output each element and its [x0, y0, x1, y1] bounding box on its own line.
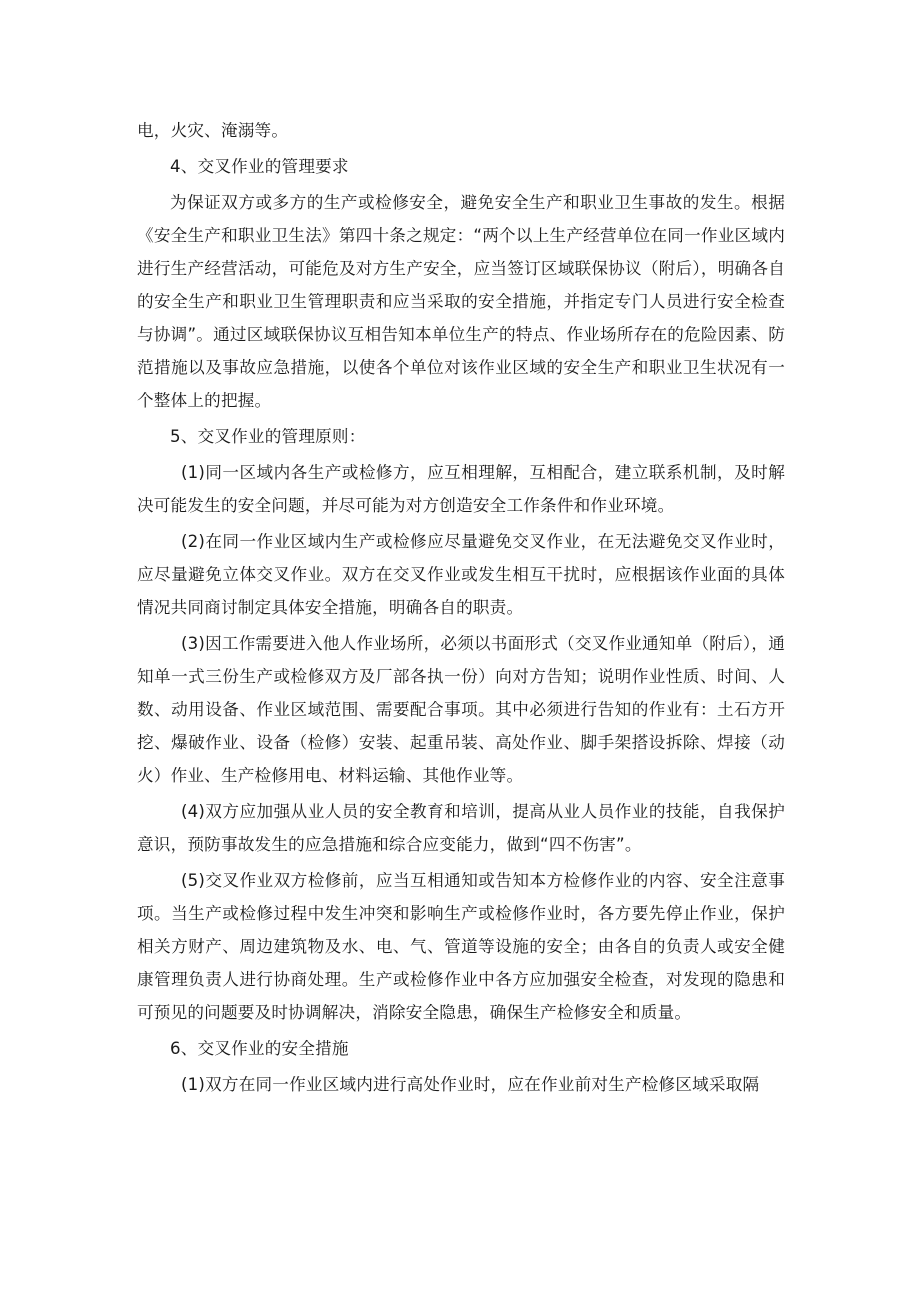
list-item-measure-1: (1)双方在同一作业区域内进行高处作业时，应在作业前对生产检修区域采取隔: [181, 1075, 760, 1094]
list-item-principle-5: (5)交叉作业双方检修前，应当互相通知或告知本方检修作业的内容、安全注意事项。当生产或检修过程中发生冲突和影响生产或检修作业时，各方要先停止作业，保护相关方财产、周边建筑物及水、电、气、管道等设施的安全；由各自的负责人或安全健康管理负责人进行协商处理。生产或检修作业中各方应加强安全检查，对发现的隐患和可预见的问题要及时协调解决，消除安全隐患，确保生产检修安全和质量。: [137, 871, 785, 1022]
section-heading-5: 5、交叉作业的管理原则：: [170, 427, 366, 446]
list-item-principle-2: (2)在同一作业区域内生产或检修应尽量避免交叉作业，在无法避免交叉作业时，应尽量避免立体交叉作业。双方在交叉作业或发生相互干扰时，应根据该作业面的具体情况共同商讨制定具体安全措施，明确各自的职责。: [137, 532, 785, 617]
list-item-principle-3: (3)因工作需要进入他人作业场所，必须以书面形式（交叉作业通知单（附后），通知单一式三份生产或检修双方及厂部各执一份）向对方告知；说明作业性质、时间、人数、动用设备、作业区域范围、需要配合事项。其中必须进行告知的作业有：土石方开挖、爆破作业、设备（检修）安装、起重吊装、高处作业、脚手架搭设拆除、焊接（动火）作业、生产检修用电、材料运输、其他作业等。: [137, 634, 785, 785]
list-item-principle-4: (4)双方应加强从业人员的安全教育和培训，提高从业人员作业的技能，自我保护意识，预防事故发生的应急措施和综合应变能力，做到“四不伤害”。: [137, 802, 785, 854]
paragraph-requirements: 为保证双方或多方的生产或检修安全，避免安全生产和职业卫生事故的发生。根据《安全生产和职业卫生法》第四十条之规定：“两个以上生产经营单位在同一作业区域内进行生产经营活动，可能危及对方生产安全，应当签订区域联保协议（附后），明确各自的安全生产和职业卫生管理职责和应当采取的安全措施，并指定专门人员进行安全检查与协调”。通过区域联保协议互相告知本单位生产的特点、作业场所存在的危险因素、防范措施以及事故应急措施，以使各个单位对该作业区域的安全生产和职业卫生状况有一个整体上的把握。: [137, 193, 785, 410]
list-item-principle-1: (1)同一区域内各生产或检修方，应互相理解，互相配合，建立联系机制，及时解决可能发生的安全问题，并尽可能为对方创造安全工作条件和作业环境。: [137, 463, 785, 515]
section-heading-6: 6、交叉作业的安全措施: [170, 1039, 349, 1058]
section-heading-4: 4、交叉作业的管理要求: [170, 157, 349, 176]
document-body: [137, 114, 785, 1104]
paragraph-continuation: 电，火灾、淹溺等。: [137, 121, 289, 140]
